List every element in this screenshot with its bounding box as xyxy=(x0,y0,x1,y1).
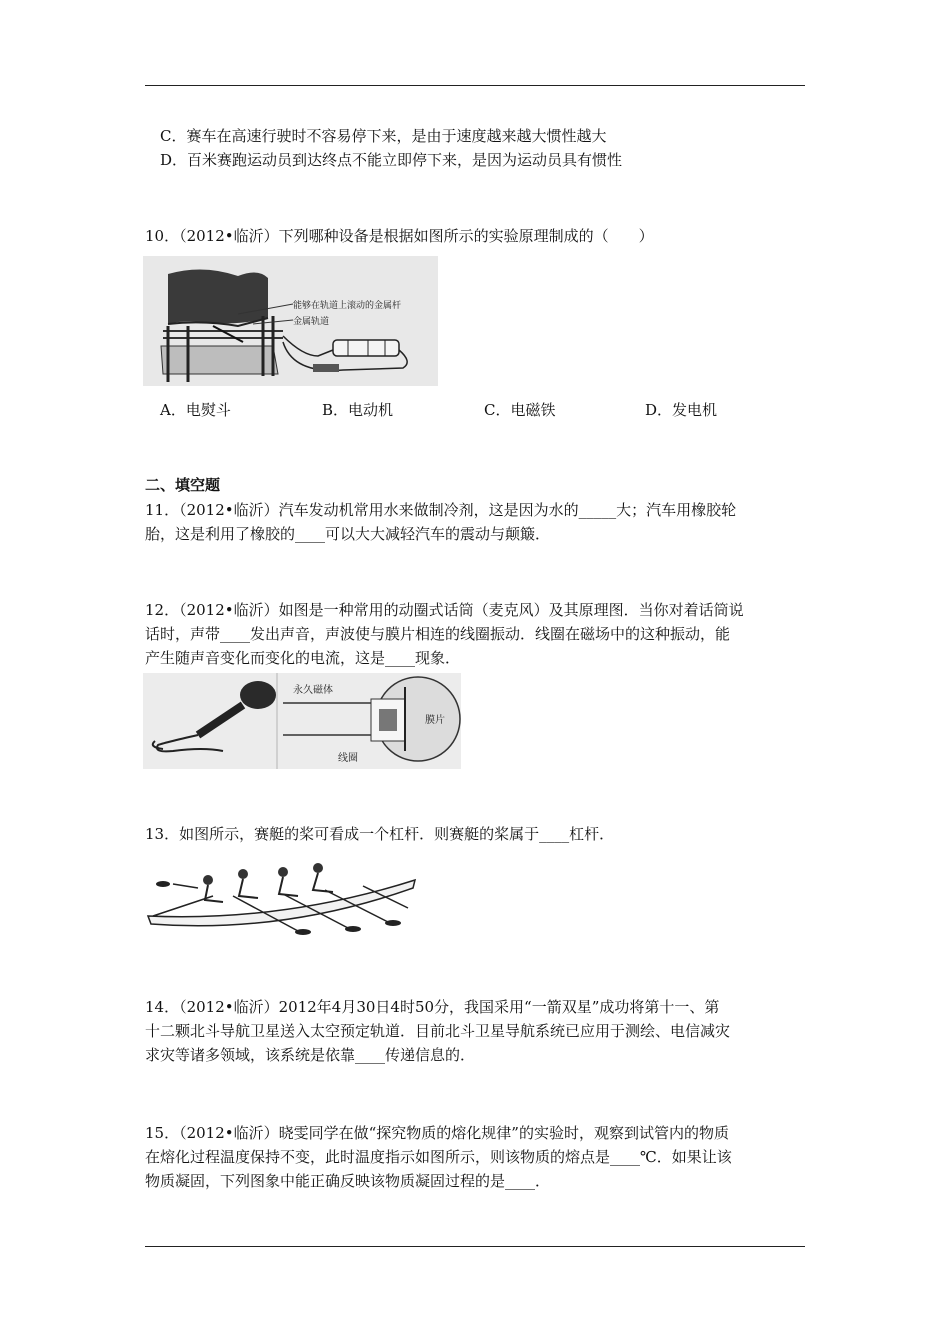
question-12-line2: 话时，声带____发出声音，声波使与膜片相连的线圈振动．线圈在磁场中的这种振动，能 xyxy=(145,625,731,643)
question-12-line3: 产生随声音变化而变化的电流，这是____现象． xyxy=(145,649,461,667)
question-15-line2: 在熔化过程温度保持不变，此时温度指示如图所示，则该物质的熔点是____℃．如果让该 xyxy=(145,1148,732,1166)
microphone-figure xyxy=(143,673,461,769)
q10-option-d: D．发电机 xyxy=(645,401,718,419)
option-c: C．赛车在高速行驶时不容易停下来，是由于速度越来越大惯性越大 xyxy=(160,127,607,145)
mic-label-coil: 线圈 xyxy=(338,753,358,764)
section-title: 二、填空题 xyxy=(145,476,221,494)
question-14-line2: 十二颗北斗导航卫星送入太空预定轨道．目前北斗卫星导航系统已应用于测绘、电信减灾 xyxy=(145,1022,731,1040)
q10-option-c: C．电磁铁 xyxy=(484,401,556,419)
question-15-line1: 15．（2012•临沂）晓雯同学在做“探究物质的熔化规律”的实验时，观察到试管内的物质 xyxy=(145,1124,729,1142)
question-11-line2: 胎，这是利用了橡胶的____可以大大减轻汽车的震动与颠簸． xyxy=(145,525,551,543)
question-10: 10．（2012•临沂）下列哪种设备是根据如图所示的实验原理制成的（ ） xyxy=(145,227,654,245)
question-15-line3: 物质凝固，下列图象中能正确反映该物质凝固过程的是____． xyxy=(145,1172,551,1190)
question-14-line1: 14．（2012•临沂）2012年4月30日4时50分，我国采用“一箭双星”成功将第十一、第 xyxy=(145,998,720,1016)
top-rule xyxy=(145,85,805,86)
question-11-line1: 11．（2012•临沂）汽车发动机常用水来做制冷剂，这是因为水的_____大；汽车用橡胶轮 xyxy=(145,501,737,519)
figure-label-rod: 能够在轨道上滚动的金属杆 xyxy=(293,301,402,311)
q10-option-a: A．电熨斗 xyxy=(160,401,231,419)
mic-label-magnet: 永久磁体 xyxy=(293,685,333,696)
rowing-boat-figure xyxy=(143,856,421,938)
bottom-rule xyxy=(145,1246,805,1247)
question-13: 13．如图所示，赛艇的桨可看成一个杠杆．则赛艇的桨属于____杠杆． xyxy=(145,825,615,843)
rail-experiment-figure xyxy=(143,256,438,386)
q10-option-b: B．电动机 xyxy=(322,401,394,419)
mic-label-diaphragm: 膜片 xyxy=(425,715,445,726)
figure-label-rail: 金属轨道 xyxy=(293,317,330,327)
question-14-line3: 求灾等诸多领域，该系统是依靠____传递信息的． xyxy=(145,1046,476,1064)
option-d: D．百米赛跑运动员到达终点不能立即停下来，是因为运动员具有惯性 xyxy=(160,151,623,169)
question-12-line1: 12．（2012•临沂）如图是一种常用的动圈式话筒（麦克风）及其原理图．当你对着话筒说 xyxy=(145,601,744,619)
